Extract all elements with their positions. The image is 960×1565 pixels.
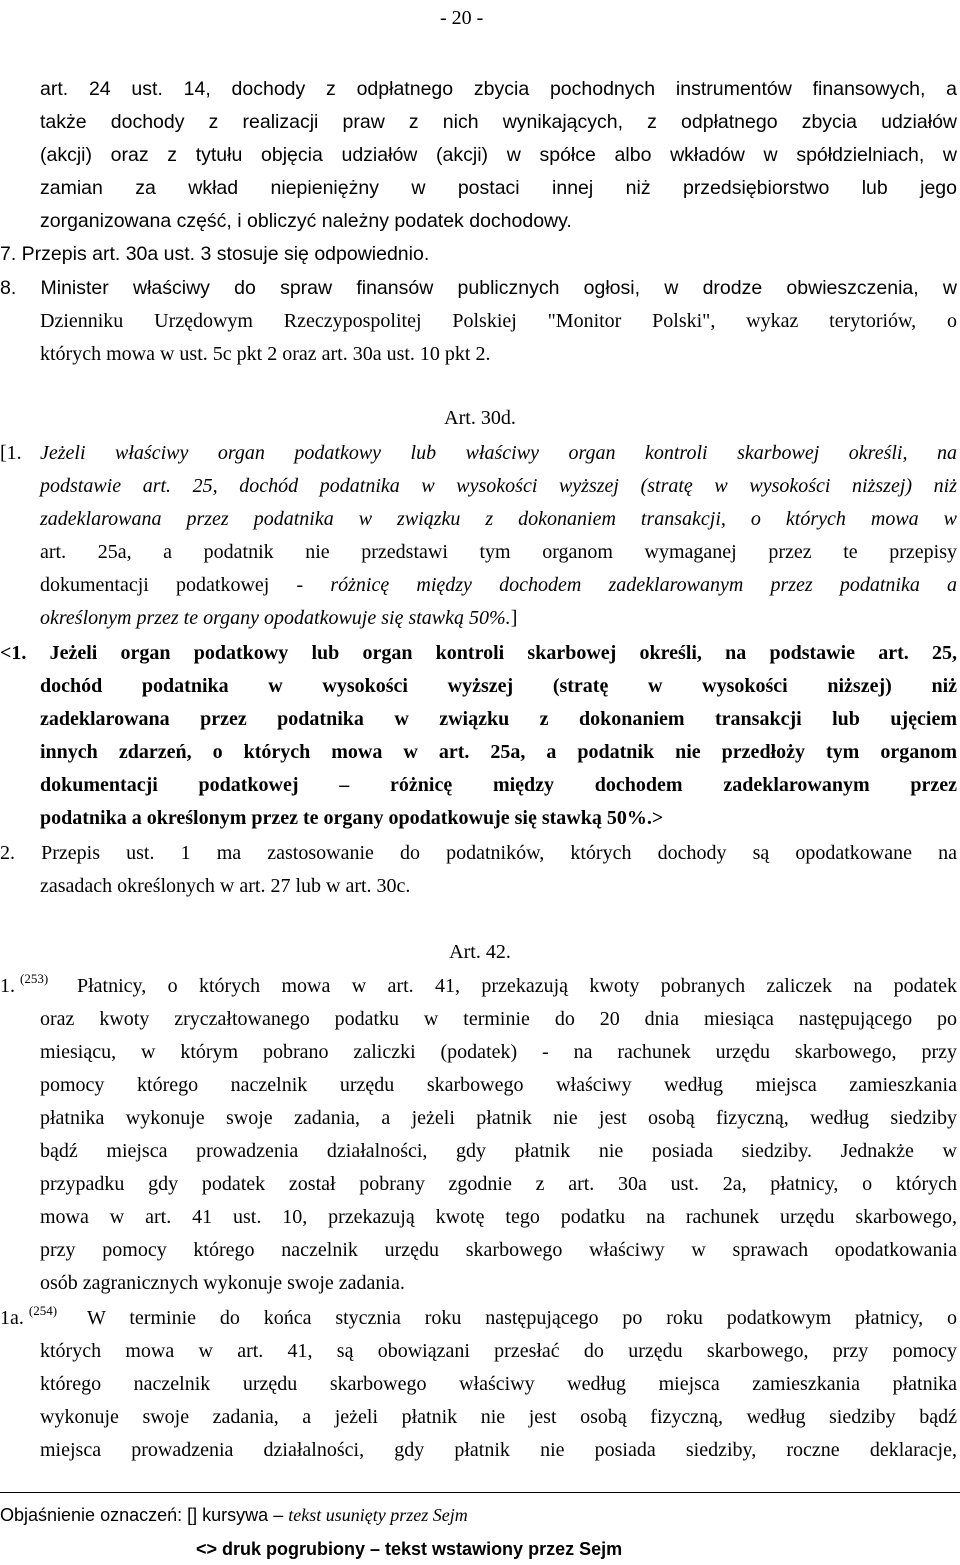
deleted-text-line (40, 474, 957, 498)
inserted-paragraph-1: <1. Jeżeli organ podatkowy lub organ kontroli skarbowej określi, na podstawie art. 25, (0, 642, 957, 664)
paragraph-1-line: mowa w art. 41 ust. 10, przekazują kwotę tego podatku na rachunek urzędu skarbowego, (40, 1206, 957, 1228)
inserted-text-line: podatnika a określonym przez te organy opodatkowuje się stawką 50%.> (40, 807, 664, 829)
paragraph-1-line: przypadku gdy podatek został pobrany zgodnie z art. 30a ust. 2a, płatnicy, o których (40, 1173, 957, 1195)
paragraph-1a-line: wykonuje swoje zadania, a jeżeli płatnik nie jest osobą fizyczną, według siedziby bądź (40, 1406, 957, 1428)
paragraph-number: 1. (0, 975, 15, 997)
legend-kursywa: kursywa (202, 1505, 269, 1525)
deleted-text-line (40, 606, 517, 630)
deleted-text-plain: dokumentacji podatkowej - (40, 574, 304, 596)
deleted-close-bracket: ] (510, 607, 518, 629)
art24-text-line: zorganizowana część, i obliczyć należny podatek dochodowy. (40, 210, 572, 232)
art24-text-line: zamian za wkład niepieniężny w postaci innej niż przedsiębiorstwo lub jego (40, 177, 957, 199)
paragraph-1-line: przy pomocy którego naczelnik urzędu skarbowego właściwy w sprawach opodatkowania (40, 1239, 957, 1261)
paragraph-1-line: Płatnicy, o których mowa w art. 41, przekazują kwoty pobranych zaliczek na podatek (77, 975, 957, 997)
paragraph-1-line: bądź miejsca prowadzenia działalności, gdy płatnik nie posiada siedziby. Jednakże w (40, 1140, 957, 1162)
paragraph-1a-line: W terminie do końca stycznia roku następującego po roku podatkowym płatnicy, o (87, 1307, 957, 1329)
footnote-ref: (253) (20, 971, 49, 986)
inserted-text-line: zadeklarowana przez podatnika w związku z dokonaniem transakcji lub ujęciem (40, 708, 957, 730)
deleted-text-plain: art. (40, 541, 67, 563)
paragraph-1a-number (0, 1303, 58, 1332)
footer-divider (0, 1492, 960, 1493)
paragraph-8-line: Dzienniku Urzędowym Rzeczypospolitej Polskiej "Monitor Polski", wykaz terytoriów, o (40, 310, 957, 332)
paragraph-1a-line: których mowa w art. 41, są obowiązani przesłać do urzędu skarbowego, przy pomocy (40, 1340, 957, 1362)
deleted-paragraph-1-marker: [1. (0, 442, 22, 464)
page-number: - 20 - (440, 7, 484, 29)
inserted-text-line: innych zdarzeń, o których mowa w art. 25a, a podatnik nie przedłoży tym organom (40, 741, 957, 763)
deleted-text-line: zadeklarowana przez podatnika w związku z dokonaniem transakcji, o których mowa w (40, 508, 957, 530)
paragraph-7: 7. Przepis art. 30a ust. 3 stosuje się odpowiednio. (0, 243, 430, 265)
deleted-text-italic: określonym przez te organy opodatkowuje się stawką 50%. (40, 607, 511, 629)
art24-text-line: (akcji) oraz z tytułu objęcia udziałów (akcji) w spółce albo wkładów w spółdzielniach, w (40, 144, 957, 166)
art24-text-line: art. 24 ust. 14, dochody z odpłatnego zbycia pochodnych instrumentów finansowych, a (40, 78, 957, 100)
deleted-text-italic: 25, dochód podatnika w wysokości wyższej (stratę w wysokości niższej) niż (192, 475, 958, 497)
inserted-text-line: dochód podatnika w wysokości wyższej (stratę w wysokości niższej) niż (40, 675, 957, 697)
legend-label: Objaśnienie oznaczeń: (0, 1505, 183, 1525)
deleted-text-line (40, 540, 957, 564)
art24-text-line: także dochody z realizacji praw z nich wynikających, z odpłatnego zbycia udziałów (40, 111, 957, 133)
deleted-text-line (40, 573, 957, 597)
inserted-text-line: dokumentacji podatkowej – różnicę między dochodem zadeklarowanym przez (40, 774, 957, 796)
paragraph-number: 1a. (0, 1307, 24, 1329)
paragraph-1-line: oraz kwoty zryczałtowanego podatku w terminie do 20 dnia miesiąca następującego po (40, 1008, 957, 1030)
paragraph-8: 8. Minister właściwy do spraw finansów publicznych ogłosi, w drodze obwieszczenia, w (0, 277, 957, 299)
paragraph-1-line: płatnika wykonuje swoje zadania, a jeżeli płatnik nie jest osobą fizyczną, według siedziby (40, 1107, 957, 1129)
legend-removed-desc: tekst usunięty przez Sejm (288, 1505, 468, 1525)
legend-line-1 (0, 1504, 468, 1526)
article-heading-42: Art. 42. (449, 941, 511, 963)
paragraph-1-line: pomocy którego naczelnik urzędu skarbowego właściwy według miejsca zamieszkania (40, 1074, 957, 1096)
paragraph-2: 2. Przepis ust. 1 ma zastosowanie do podatników, których dochody są opodatkowane na (0, 842, 957, 864)
legend-brackets: [] (187, 1505, 198, 1525)
legend-line-2: <> druk pogrubiony – tekst wstawiony przez Sejm (196, 1539, 623, 1559)
paragraph-1-line: osób zagranicznych wykonuje swoje zadania. (40, 1272, 405, 1294)
paragraph-1a-line: którego naczelnik urzędu skarbowego właściwy według miejsca zamieszkania płatnika (40, 1373, 957, 1395)
paragraph-1-number (0, 971, 49, 1000)
deleted-text-plain: 25a, a podatnik nie przedstawi tym organom wymaganej przez te przepisy (97, 541, 958, 563)
deleted-text-italic: różnicę między dochodem zadeklarowanym przez podatnika a (330, 574, 957, 596)
paragraph-8-line: których mowa w ust. 5c pkt 2 oraz art. 30a ust. 10 pkt 2. (40, 343, 491, 365)
paragraph-2-line: zasadach określonych w art. 27 lub w art. 30c. (40, 875, 411, 897)
deleted-text-line: Jeżeli właściwy organ podatkowy lub właściwy organ kontroli skarbowej określi, na (40, 442, 957, 464)
paragraph-1a-line: miejsca prowadzenia działalności, gdy płatnik nie posiada siedziby, roczne deklaracje, (40, 1439, 957, 1461)
deleted-text-italic: podstawie art. (40, 475, 172, 497)
legend-dash: – (273, 1505, 284, 1525)
footnote-ref: (254) (28, 1303, 58, 1318)
paragraph-1-line: miesiącu, w którym pobrano zaliczki (podatek) - na rachunek urzędu skarbowego, przy (40, 1041, 957, 1063)
article-heading-30d: Art. 30d. (444, 407, 516, 429)
